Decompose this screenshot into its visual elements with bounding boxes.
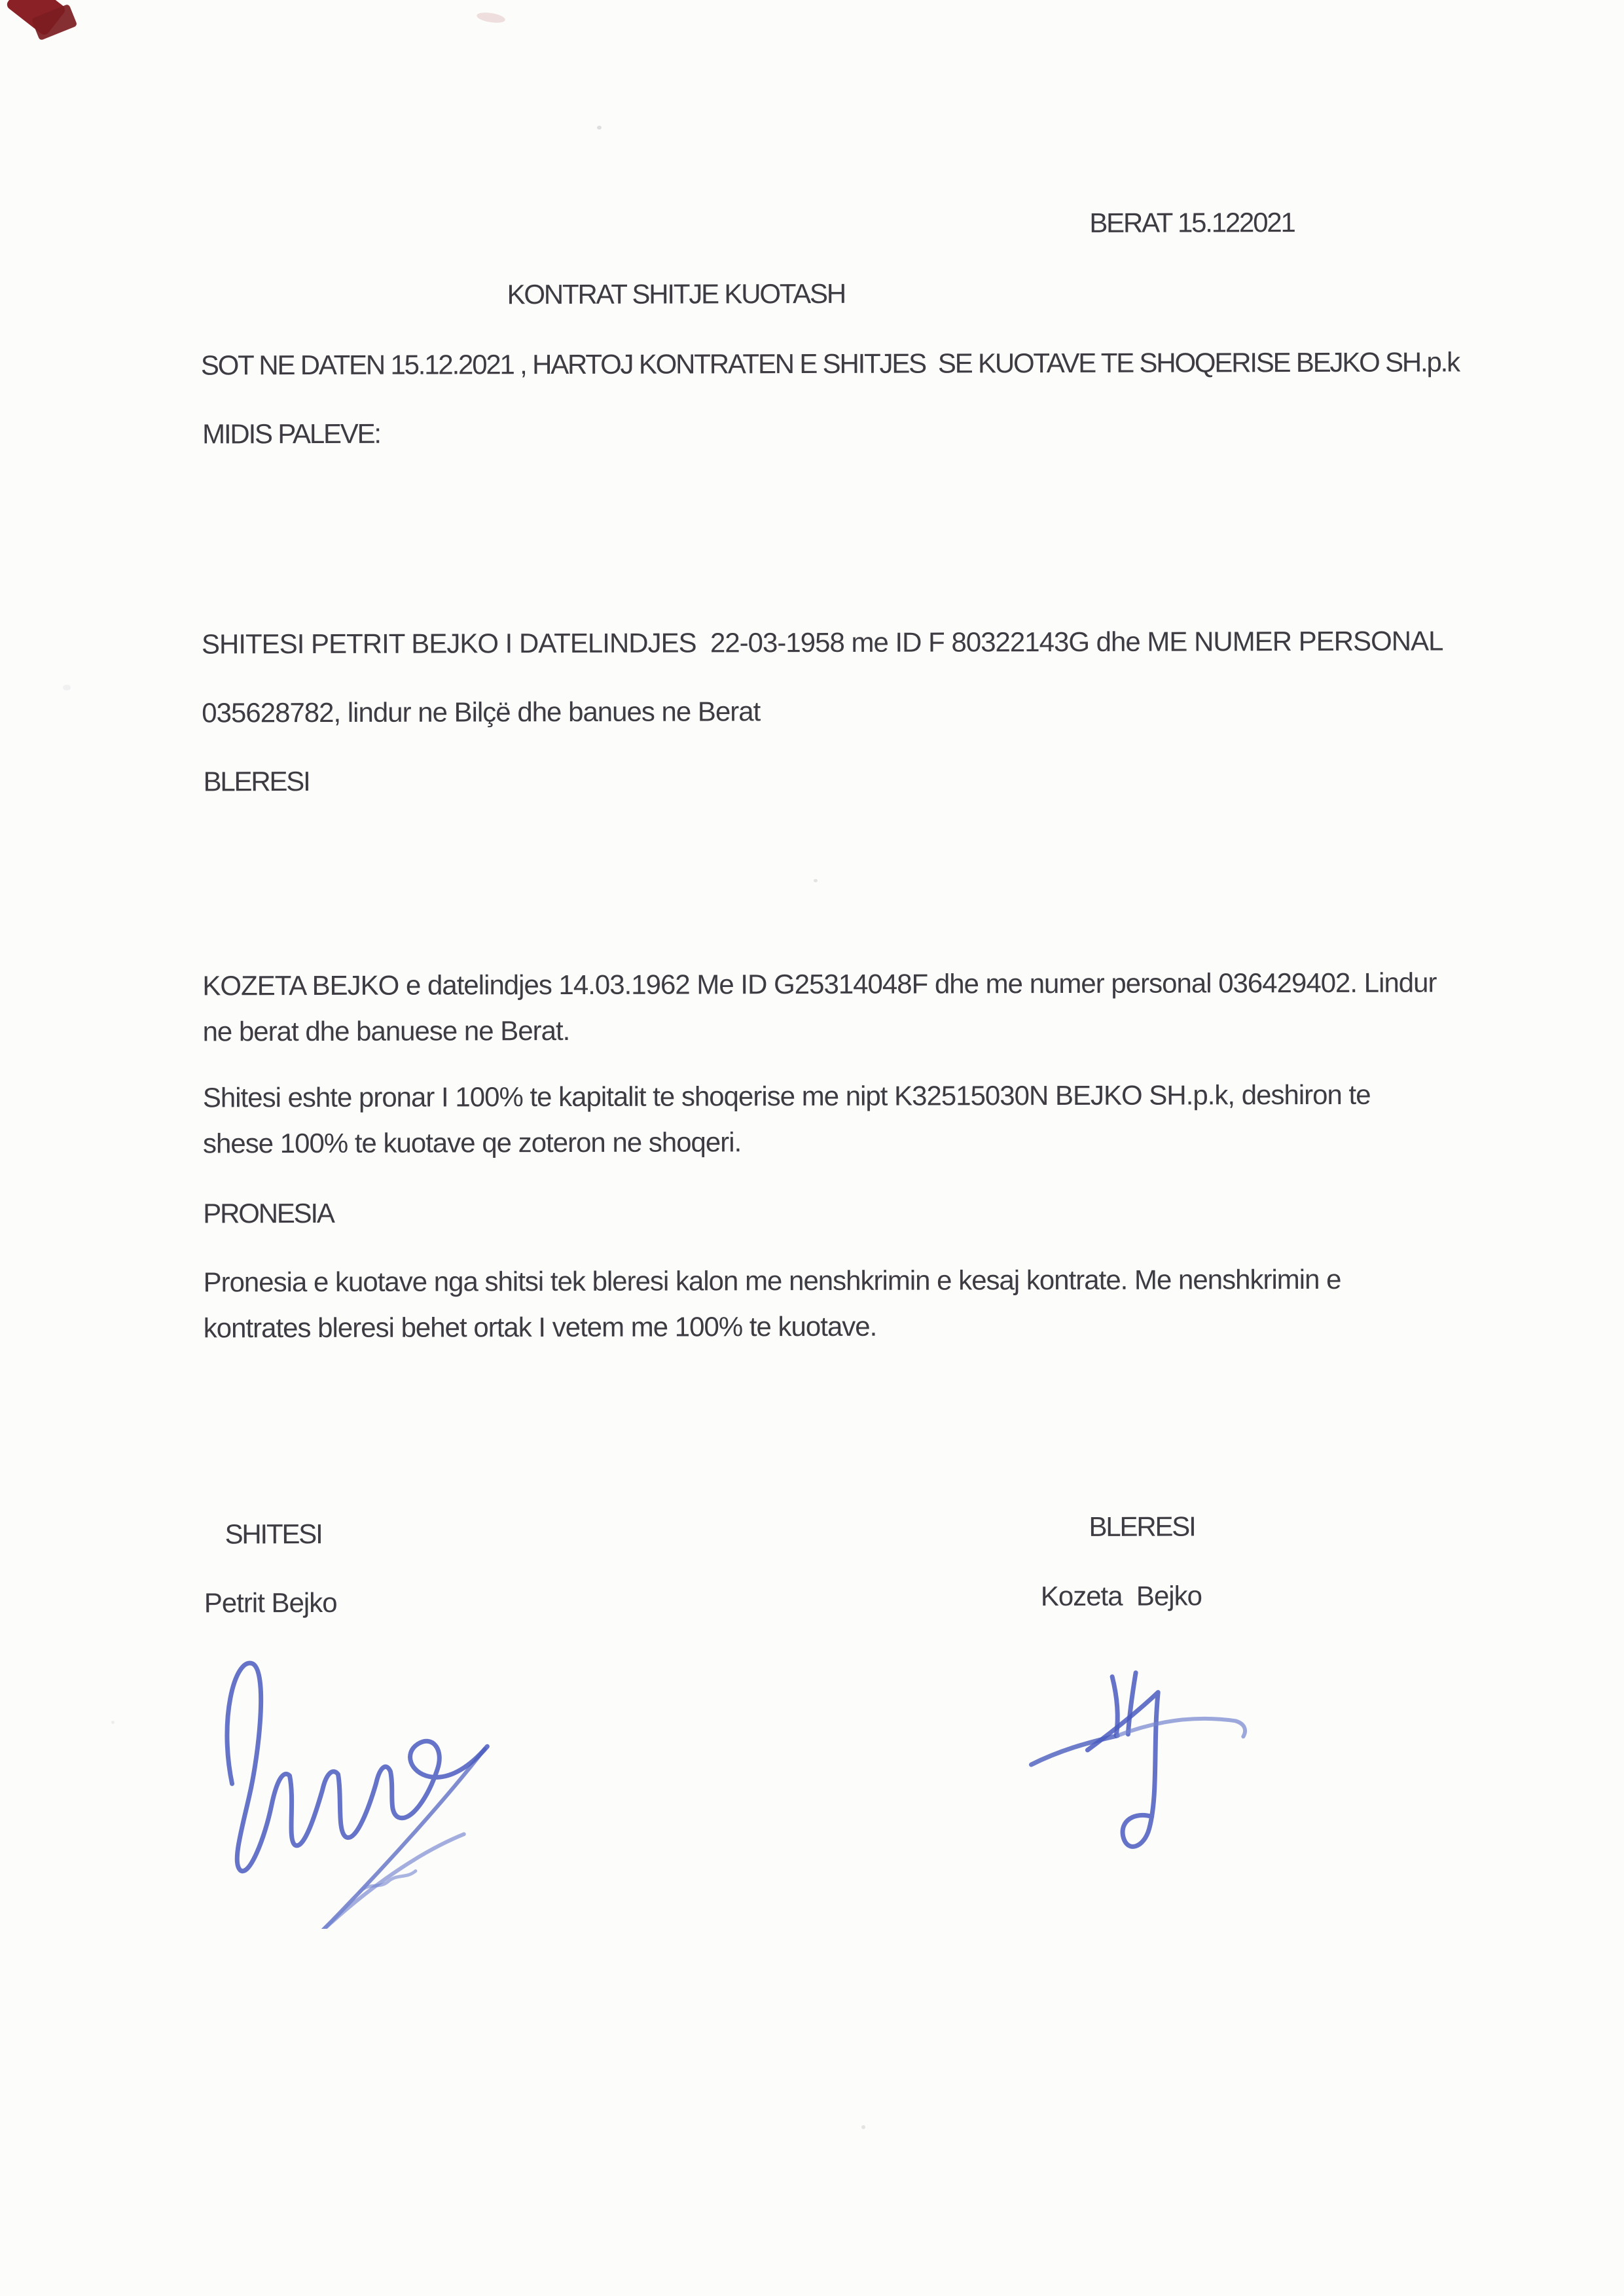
seller-signature-ink: [191, 1640, 532, 1929]
seller-paragraph-line: SHITESI PETRIT BEJKO I DATELINDJES 22-03-1958 me ID F 80322143G dhe ME NUMER PERSONAL: [201, 625, 1443, 660]
seller-name: Petrit Bejko: [204, 1587, 337, 1619]
document-title: KONTRAT SHITJE KUOTASH: [507, 278, 845, 310]
buyer-paragraph-line: KOZETA BEJKO e datelindjes 14.03.1962 Me ID G25314048F dhe me numer personal 036429402. Lindur: [202, 967, 1437, 1001]
buyer-heading: BLERESI: [203, 766, 310, 797]
parties-heading: MIDIS PALEVE:: [202, 418, 380, 450]
ownership-paragraph-line: shese 100% te kuotave qe zoteron ne shoqeri.: [202, 1126, 742, 1159]
section-heading-pronesia: PRONESIA: [203, 1197, 334, 1229]
seller-signature-label: SHITESI: [225, 1518, 322, 1550]
buyer-signature-label: BLERESI: [1089, 1511, 1195, 1542]
buyer-paragraph-line: ne berat dhe banuese ne Berat.: [202, 1014, 570, 1047]
transfer-paragraph-line: Pronesia e kuotave nga shitsi tek bleresi kalon me nenshkrimin e kesaj kontrate. Me nenshkrimin e: [203, 1263, 1341, 1298]
transfer-paragraph-line: kontrates bleresi behet ortak I vetem me 100% te kuotave.: [203, 1310, 877, 1344]
intro-paragraph: SOT NE DATEN 15.12.2021 , HARTOJ KONTRATEN E SHITJES SE KUOTAVE TE SHOQERISE BEJKO SH.p.k: [200, 346, 1459, 381]
buyer-signature-ink: [1019, 1651, 1255, 1874]
ownership-paragraph-line: Shitesi eshte pronar I 100% te kapitalit te shoqerise me nipt K32515030N BEJKO SH.p.k, deshiron te: [202, 1079, 1371, 1113]
date-line: BERAT 15.122021: [1089, 207, 1295, 238]
buyer-name: Kozeta Bejko: [1040, 1580, 1202, 1612]
seller-paragraph-line: 035628782, lindur ne Bilçë dhe banues ne Berat: [202, 696, 761, 728]
